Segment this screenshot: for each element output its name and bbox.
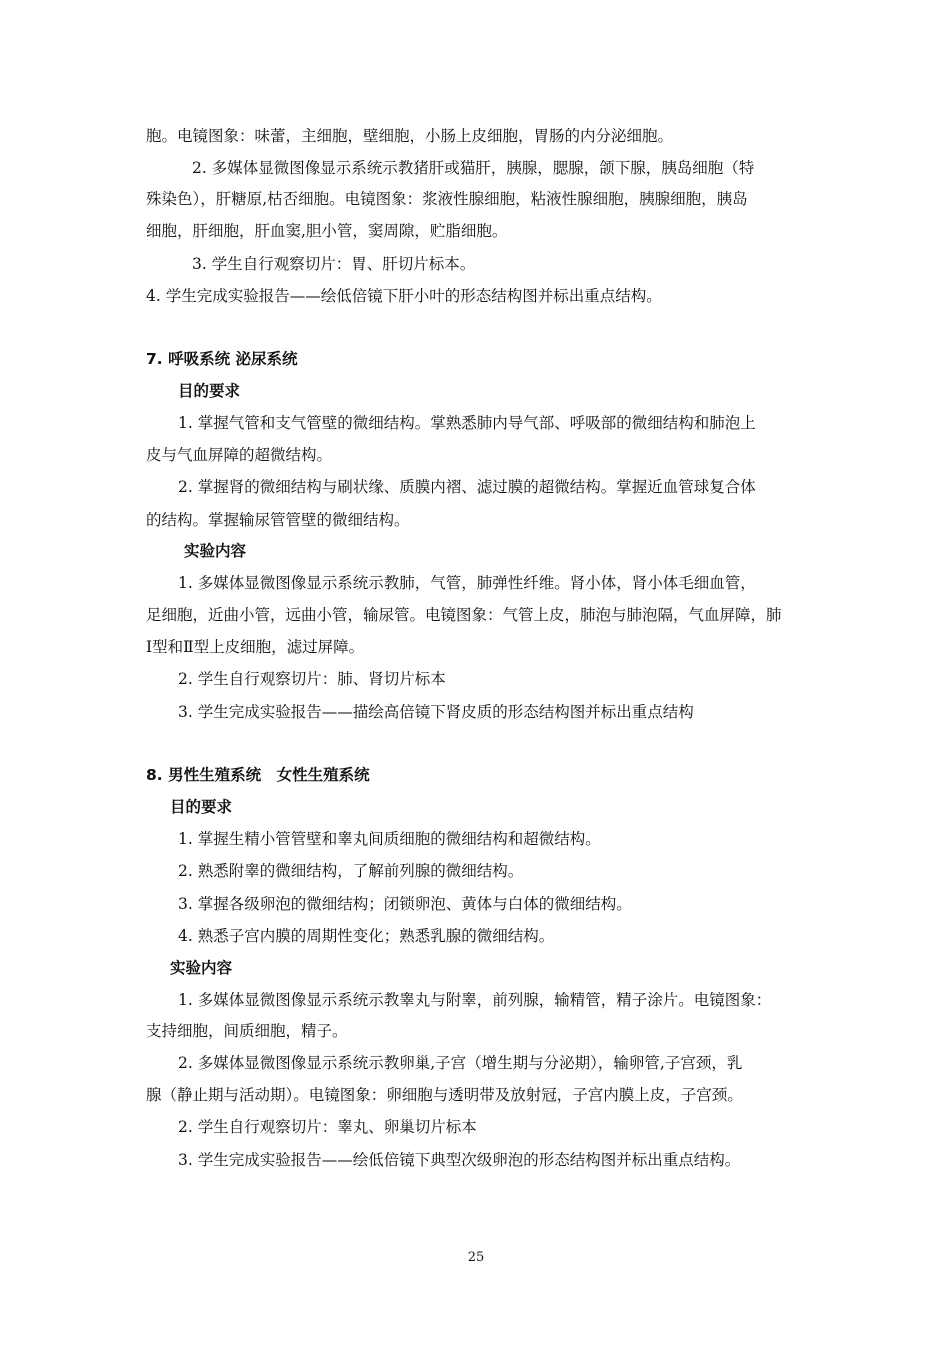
subsection-heading: 目的要求 — [170, 798, 233, 816]
section-heading: 7. 呼吸系统 泌尿系统 — [146, 350, 298, 368]
paragraph-line: 腺（静止期与活动期）。电镜图象：卵细胞与透明带及放射冠，子宫内膜上皮，子宫颈。 — [146, 1086, 743, 1104]
paragraph-line: 足细胞，近曲小管，远曲小管，输尿管。电镜图象：气管上皮，肺泡与肺泡隔，气血屏障，肺 — [146, 606, 782, 624]
paragraph-line: 2. 学生自行观察切片：肺、肾切片标本 — [178, 670, 446, 688]
paragraph-line: 2. 学生自行观察切片：睾丸、卵巢切片标本 — [178, 1118, 477, 1136]
paragraph-line: 2. 多媒体显微图像显示系统示教卵巢,子宫（增生期与分泌期），输卵管,子宫颈，乳 — [178, 1054, 743, 1072]
page-number: 25 — [467, 1250, 485, 1265]
paragraph-line: 3. 掌握各级卵泡的微细结构；闭锁卵泡、黄体与白体的微细结构。 — [178, 895, 632, 913]
paragraph-line: 支持细胞，间质细胞，精子。 — [146, 1022, 348, 1040]
paragraph-line: 皮与气血屏障的超微结构。 — [146, 446, 333, 464]
paragraph-line: 2. 熟悉附睾的微细结构，了解前列腺的微细结构。 — [178, 862, 524, 880]
paragraph-line: 3. 学生完成实验报告——描绘高倍镜下肾皮质的形态结构图并标出重点结构 — [178, 703, 694, 721]
section-heading: 8. 男性生殖系统 女性生殖系统 — [146, 766, 370, 784]
paragraph-line: 4. 熟悉子宫内膜的周期性变化；熟悉乳腺的微细结构。 — [178, 927, 555, 945]
paragraph-line: 3. 学生完成实验报告——绘低倍镜下典型次级卵泡的形态结构图并标出重点结构。 — [178, 1151, 741, 1169]
paragraph-line: 胞。电镜图象：味蕾，主细胞，壁细胞，小肠上皮细胞，胃肠的内分泌细胞。 — [146, 127, 674, 145]
paragraph-line: 细胞，肝细胞，肝血窦,胆小管，窦周隙，贮脂细胞。 — [146, 222, 508, 240]
paragraph-line: 1. 多媒体显微图像显示系统示教睾丸与附睾，前列腺，输精管，精子涂片。电镜图象： — [178, 991, 772, 1009]
paragraph-line: 1. 掌握生精小管管壁和睾丸间质细胞的微细结构和超微结构。 — [178, 830, 601, 848]
paragraph-line: 2. 掌握肾的微细结构与刷状缘、质膜内褶、滤过膜的超微结构。掌握近血管球复合体 — [178, 478, 756, 496]
paragraph-line: 4. 学生完成实验报告——绘低倍镜下肝小叶的形态结构图并标出重点结构。 — [146, 287, 662, 305]
subsection-heading: 实验内容 — [184, 542, 247, 560]
paragraph-line: 3. 学生自行观察切片：胃、肝切片标本。 — [192, 255, 476, 273]
paragraph-line: 2. 多媒体显微图像显示系统示教猪肝或猫肝，胰腺，腮腺，颌下腺，胰岛细胞（特 — [192, 159, 755, 177]
subsection-heading: 目的要求 — [178, 382, 241, 400]
paragraph-line: 的结构。掌握输尿管管壁的微细结构。 — [146, 511, 410, 529]
paragraph-line: 1. 掌握气管和支气管壁的微细结构。掌熟悉肺内导气部、呼吸部的微细结构和肺泡上 — [178, 414, 756, 432]
paragraph-line: 1. 多媒体显微图像显示系统示教肺，气管，肺弹性纤维。肾小体，肾小体毛细血管， — [178, 574, 756, 592]
paragraph-line: Ⅰ型和Ⅱ型上皮细胞，滤过屏障。 — [146, 638, 365, 656]
subsection-heading: 实验内容 — [170, 959, 233, 977]
paragraph-line: 殊染色），肝糖原,枯否细胞。电镜图象：浆液性腺细胞，粘液性腺细胞，胰腺细胞，胰岛 — [146, 190, 748, 208]
